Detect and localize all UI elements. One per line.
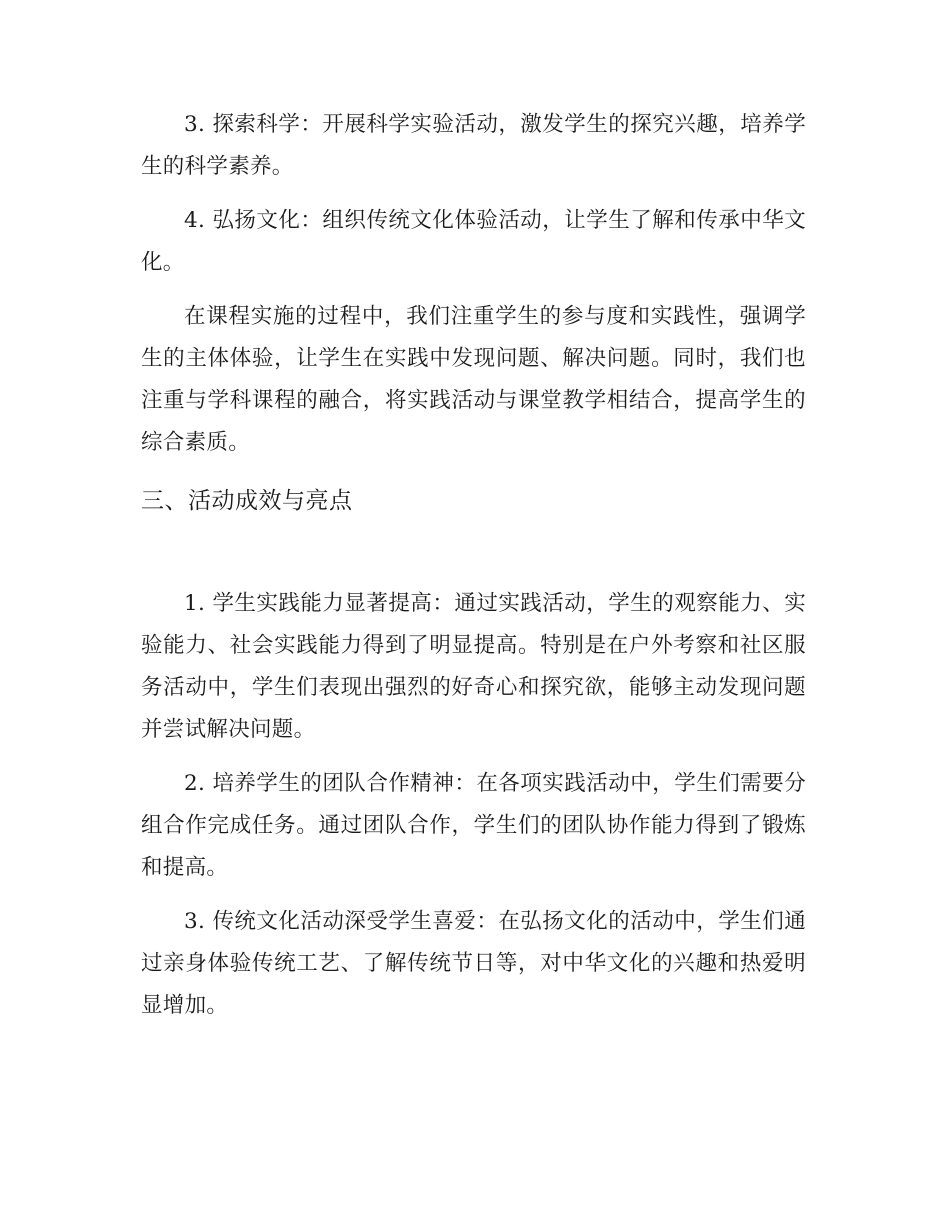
paragraph-traditional-culture: 3. 传统文化活动深受学生喜爱：在弘扬文化的活动中，学生们通过亲身体验传统工艺、了解传统节日等，对中华文化的兴趣和热爱明显增加。	[141, 909, 806, 1018]
paragraph-explore-science: 3. 探索科学：开展科学实验活动，激发学生的探究兴趣，培养学生的科学素养。	[141, 112, 806, 179]
section-heading: 三、活动成效与亮点	[141, 488, 353, 514]
paragraph-practice-ability: 1. 学生实践能力显著提高：通过实践活动，学生的观察能力、实验能力、社会实践能力得到了明显提高。特别是在户外考察和社区服务活动中，学生们表现出强烈的好奇心和探究欲，能够主动发现问题并尝试解决问题。	[141, 591, 806, 742]
document-body	[141, 104, 806, 1039]
paragraph-teamwork: 2. 培养学生的团队合作精神：在各项实践活动中，学生们需要分组合作完成任务。通过团队合作，学生们的团队协作能力得到了锻炼和提高。	[141, 771, 806, 880]
paragraph-implementation: 在课程实施的过程中，我们注重学生的参与度和实践性，强调学生的主体体验，让学生在实践中发现问题、解决问题。同时，我们也注重与学科课程的融合，将实践活动与课堂教学相结合，提高学生的综合素质。	[141, 304, 806, 455]
paragraph-promote-culture: 4. 弘扬文化：组织传统文化体验活动，让学生了解和传承中华文化。	[141, 208, 806, 275]
